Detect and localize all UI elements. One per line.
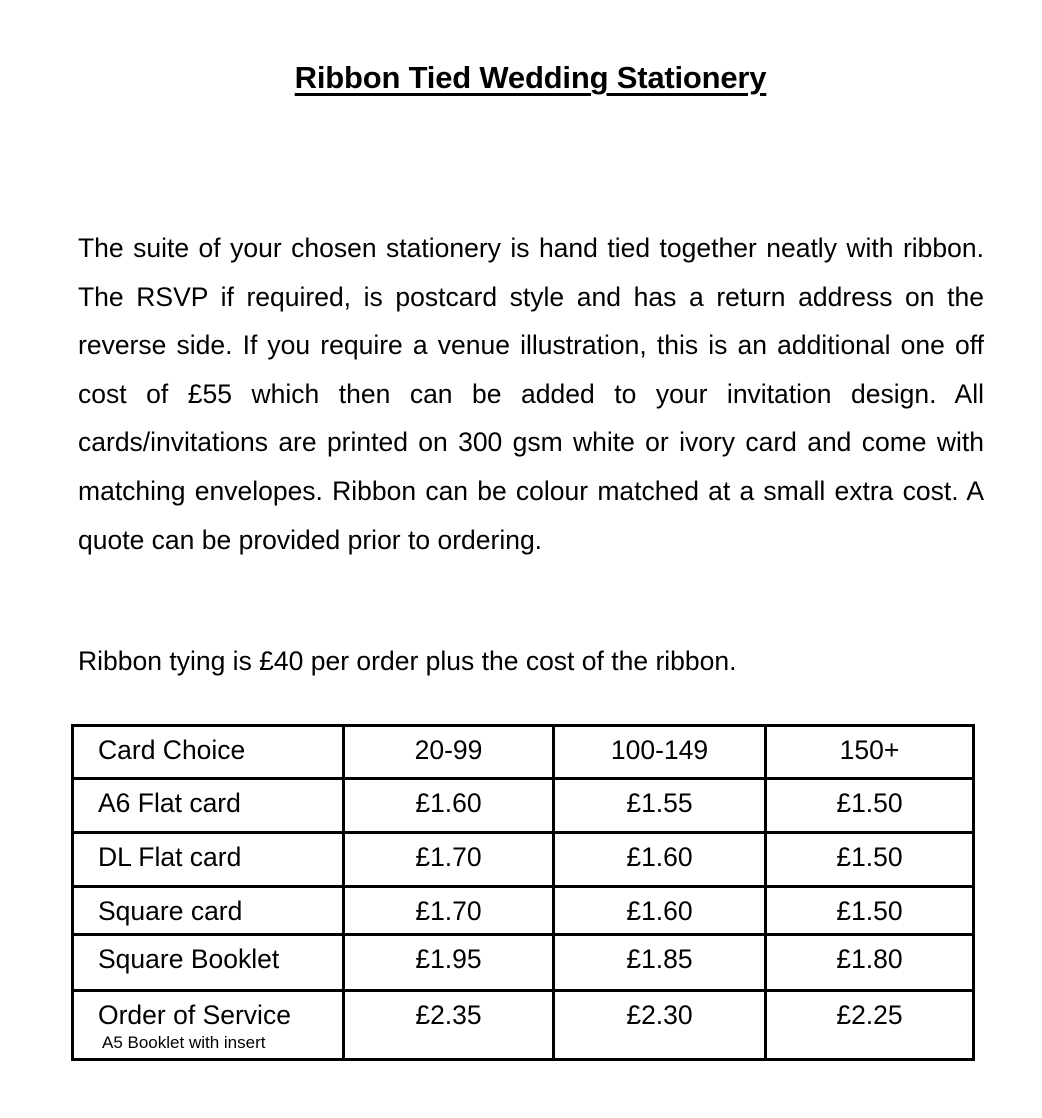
row-label: DL Flat card — [73, 833, 344, 887]
row-label: A6 Flat card — [73, 779, 344, 833]
price-cell: £1.95 — [344, 935, 554, 991]
price-cell: £1.70 — [344, 833, 554, 887]
price-cell: £1.60 — [554, 887, 766, 935]
row-label: Square card — [73, 887, 344, 935]
price-cell: £1.60 — [344, 779, 554, 833]
header-qty-20-99: 20-99 — [344, 726, 554, 779]
price-cell: £1.85 — [554, 935, 766, 991]
price-cell: £2.30 — [554, 991, 766, 1060]
page-title: Ribbon Tied Wedding Stationery — [294, 60, 767, 95]
description-paragraph: The suite of your chosen stationery is hand tied together neatly with ribbon. The RSVP if required, is postcard style and has a return address on the reverse side. If you require a venue illustration, this is an additional one off cost of £55 which then can be added to your invitation design. All cards/invitations are printed on 300 gsm white or ivory card and come with matching envelopes. Ribbon can be colour matched at a small extra cost. A quote can be provided prior to ordering. — [78, 233, 984, 555]
price-cell: £1.50 — [766, 887, 974, 935]
row-label: Square Booklet — [73, 935, 344, 991]
row-sublabel: A5 Booklet with insert — [102, 1033, 266, 1052]
price-cell: £1.80 — [766, 935, 974, 991]
header-qty-100-149: 100-149 — [554, 726, 766, 779]
price-cell: £2.35 — [344, 991, 554, 1060]
price-cell: £1.55 — [554, 779, 766, 833]
header-card-choice: Card Choice — [73, 726, 344, 779]
row-label: Order of Service A5 Booklet with insert — [73, 991, 344, 1060]
table-row — [73, 779, 974, 833]
table-row — [73, 991, 974, 1060]
table-row — [73, 935, 974, 991]
price-cell: £1.60 — [554, 833, 766, 887]
price-cell: £1.50 — [766, 779, 974, 833]
price-cell: £1.50 — [766, 833, 974, 887]
header-qty-150-plus: 150+ — [766, 726, 974, 779]
table-row — [73, 887, 974, 935]
ribbon-tying-note: Ribbon tying is £40 per order plus the cost of the ribbon. — [78, 646, 737, 676]
table-row — [73, 833, 974, 887]
price-cell: £1.70 — [344, 887, 554, 935]
table-header-row — [73, 726, 974, 779]
price-table — [71, 724, 975, 1061]
price-cell: £2.25 — [766, 991, 974, 1060]
